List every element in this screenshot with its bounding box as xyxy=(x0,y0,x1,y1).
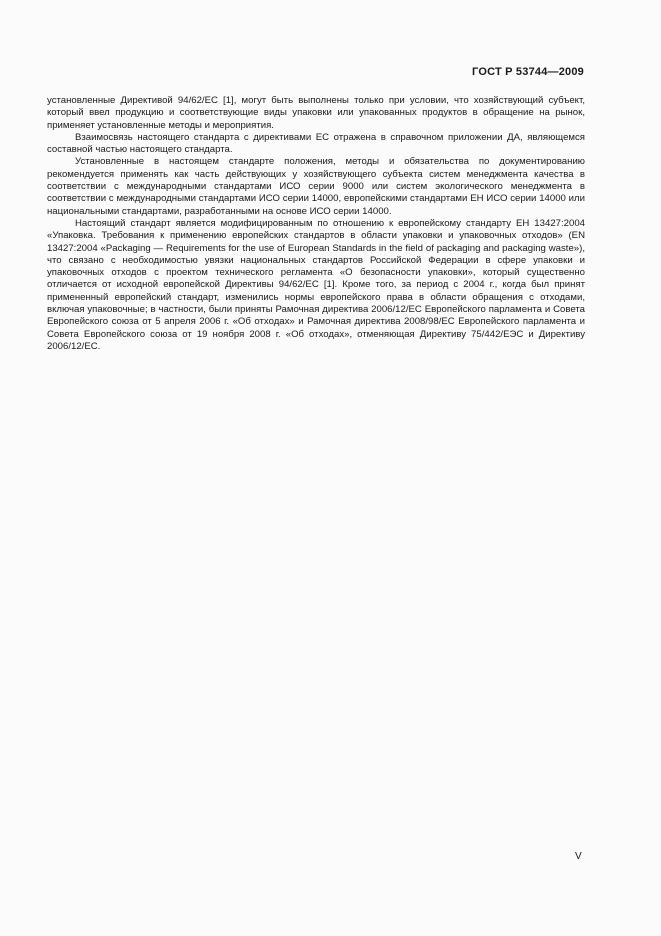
standard-code-header: ГОСТ Р 53744—2009 xyxy=(472,66,584,78)
foreword-text xyxy=(47,95,585,353)
paragraph-eu-directives: Взаимосвязь настоящего стандарта с директивами ЕС отражена в справочном приложении ДА, являющемся составной частью настоящего стандарта. xyxy=(47,131,585,156)
paragraph-management-systems: Установленные в настоящем стандарте положения, методы и обязательства по документированию рекомендуется применять как часть действующих у хозяйствующего субъекта систем менеджмента качества в соответствии с международными стандартами ИСО серии 9000 или систем экологического менеджмента в соответствии с международными стандартами ИСО серии 14000, европейскими стандартами ЕН ИСО серии 14000 или национальными стандартами, разработанными на основе ИСО серии 14000. xyxy=(47,156,585,217)
paragraph-continuation: установленные Директивой 94/62/ЕС [1], могут быть выполнены только при условии, что хозяйствующий субъект, который ввел продукцию и соответствующие виды упаковки или упакованных продуктов в обращение на рынок, применяет установленные методы и мероприятия. xyxy=(47,95,585,131)
page-number: V xyxy=(575,851,582,862)
paragraph-modification: Настоящий стандарт является модифицированным по отношению к европейскому стандарту ЕН 13427:2004 «Упаковка. Требования к применению европейских стандартов в области упаковки и упаковочных отходов» (EN 13427:2004 «Packaging — Requirements for the use of European Standards in the field of packaging and packaging waste»), что связано с необходимостью увязки национальных стандартов Российской Федерации в сфере упаковки и упаковочных отходов с проектом технического регламента «О безопасности упаковки», который существенно отличается от исходной европейской Директивы 94/62/ЕС [1]. Кроме того, за период с 2004 г., когда был принят примененный европейский стандарт, изменились нормы европейского права в области обращения с отходами, включая упаковочные; в частности, были приняты Рамочная директива 2006/12/ЕС Европейского парламента и Совета Европейского союза от 5 апреля 2006 г. «Об отходах» и Рамочная директива 2008/98/ЕС Европейского парламента и Совета Европейского союза от 19 ноября 2008 г. «Об отходах», отменяющая Директиву 75/442/ЕЭС и Директиву 2006/12/ЕС. xyxy=(47,217,585,352)
